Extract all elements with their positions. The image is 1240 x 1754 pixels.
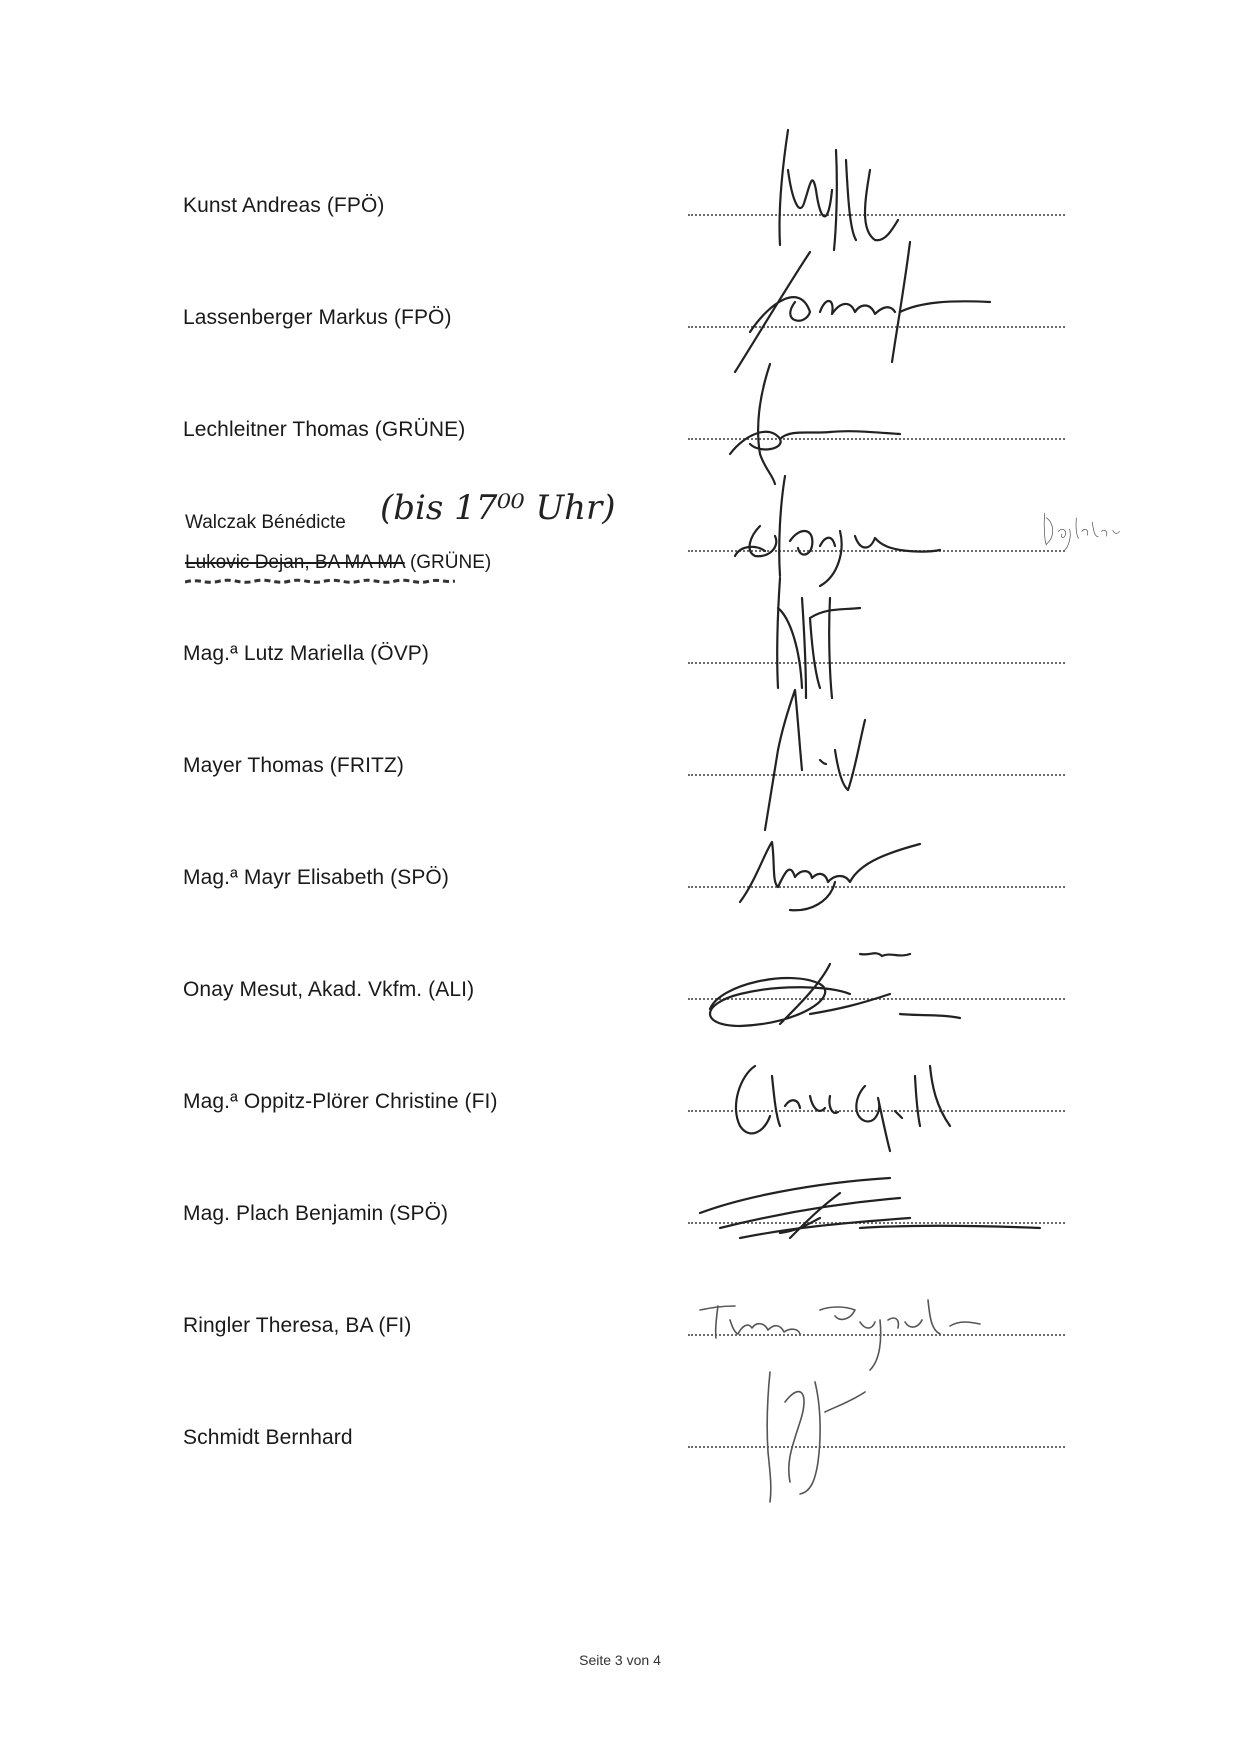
attendance-row — [0, 1372, 1240, 1484]
attendance-row — [0, 812, 1240, 924]
handwritten-time-note: (bis 17⁰⁰ Uhr) — [380, 488, 616, 528]
member-name: Onay Mesut, Akad. Vkfm. (ALI) — [183, 978, 475, 1001]
attendance-row — [0, 1148, 1240, 1260]
page-footer: Seite 3 von 4 — [579, 1652, 661, 1668]
substitute-member-name: Walczak Bénédicte — [185, 512, 346, 533]
attendance-row — [0, 364, 1240, 476]
member-name: Ringler Theresa, BA (FI) — [183, 1314, 412, 1337]
scribble-mark — [185, 576, 455, 586]
attendance-row — [0, 924, 1240, 1036]
member-name: Kunst Andreas (FPÖ) — [183, 194, 385, 217]
struck-member-name: Lukovic Dejan, BA MA MA — [185, 552, 405, 573]
member-name: Mayer Thomas (FRITZ) — [183, 754, 404, 777]
member-name: Mag. Plach Benjamin (SPÖ) — [183, 1202, 449, 1225]
attendance-row — [0, 140, 1240, 252]
member-name: Lechleitner Thomas (GRÜNE) — [183, 418, 466, 441]
attendance-row — [0, 1260, 1240, 1372]
attendance-row — [0, 588, 1240, 700]
member-name: Mag.ª Lutz Mariella (ÖVP) — [183, 642, 430, 665]
member-party: (GRÜNE) — [409, 552, 492, 573]
attendance-row — [0, 1036, 1240, 1148]
member-name: Mag.ª Oppitz-Plörer Christine (FI) — [183, 1090, 498, 1113]
signature — [660, 1362, 1100, 1502]
attendance-row — [0, 700, 1240, 812]
member-name: Schmidt Bernhard — [183, 1426, 353, 1449]
member-name: Mag.ª Mayr Elisabeth (SPÖ) — [183, 866, 449, 889]
attendance-row — [0, 252, 1240, 364]
member-name-row — [185, 552, 491, 574]
member-name: Lassenberger Markus (FPÖ) — [183, 306, 452, 329]
